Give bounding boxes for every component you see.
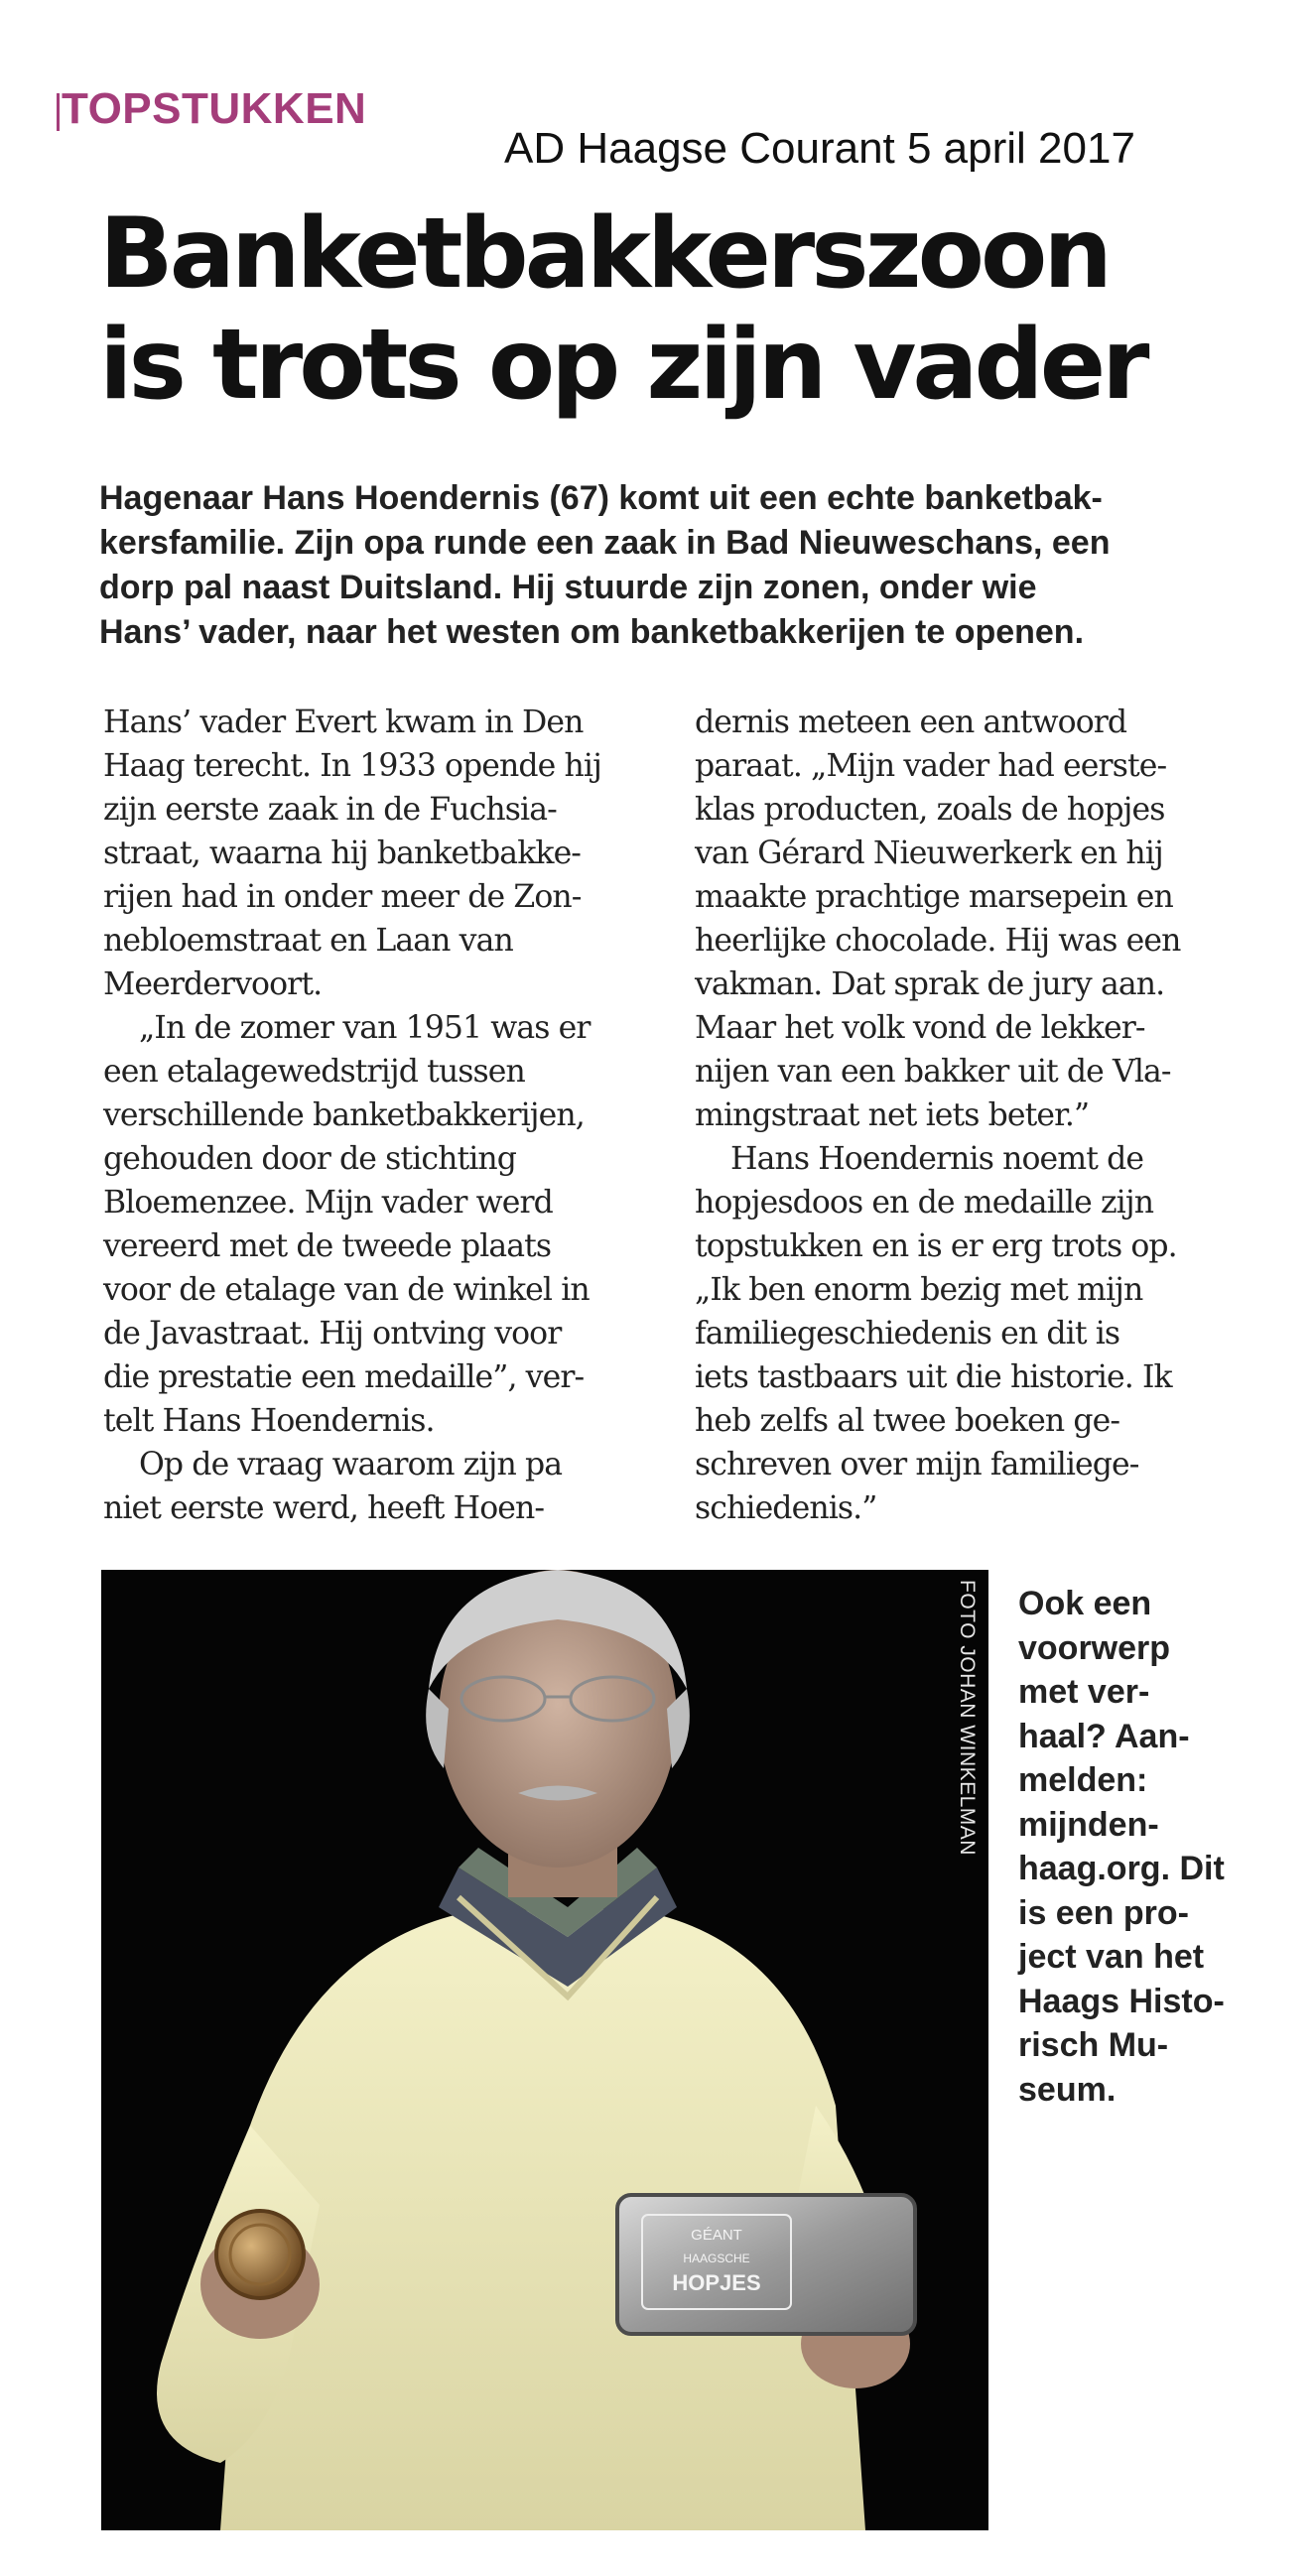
publication-source: AD Haagse Courant 5 april 2017 [504,124,1135,173]
portrait-illustration [101,1570,988,2530]
article-column-1 [103,701,659,1530]
body-line: topstukken en is er erg trots op. [695,1228,1177,1264]
sidebar-line: ject van het [1018,1938,1205,1976]
sidebar-line: Haags Histo- [1018,1982,1225,2020]
article-headline [99,198,1290,421]
body-line: Maar het volk vond de lekker- [695,1010,1145,1046]
rubric-marker [57,93,60,131]
lead-line: Hagenaar Hans Hoendernis (67) komt uit een echte banketbak- [99,479,1103,517]
body-line: een etalagewedstrijd tussen [103,1054,525,1090]
body-line: zijn eerste zaak in de Fuchsia- [103,792,557,828]
sidebar-line: melden: [1018,1761,1148,1799]
tin-label-2: HAAGSCHE [683,2252,750,2265]
body-line: nijen van een bakker uit de Vla- [695,1054,1171,1090]
sidebar-line: risch Mu- [1018,2026,1169,2064]
body-line: iets tastbaars uit die historie. Ik [695,1359,1172,1395]
photo-credit: FOTO JOHAN WINKELMAN [956,1580,979,1856]
body-line: telt Hans Hoendernis. [103,1403,435,1439]
tin-label-1: GÉANT [691,2227,742,2244]
body-line: nebloemstraat en Laan van [103,923,513,959]
body-line: niet eerste werd, heeft Hoen- [103,1490,545,1526]
sidebar-line: met ver- [1018,1673,1150,1711]
headline-line: is trots op zijn vader [99,309,1146,422]
body-line: „Ik ben enorm bezig met mijn [695,1272,1143,1308]
sidebar-line: Ook een [1018,1585,1152,1622]
body-line: mingstraat net iets beter.” [695,1097,1090,1133]
body-line: heb zelfs al twee boeken ge- [695,1403,1120,1439]
body-line: Meerdervoort. [103,966,323,1002]
body-line: hopjesdoos en de medaille zijn [695,1185,1154,1221]
article-column-2 [695,701,1250,1530]
lead-line: kersfamilie. Zijn opa runde een zaak in Bad Nieuweschans, een [99,524,1111,562]
article-photo [101,1570,988,2530]
body-line: straat, waarna hij banketbakke- [103,836,582,871]
article-lead [99,476,1250,655]
body-line: die prestatie een medaille”, ver- [103,1359,585,1395]
tin-label-3: HOPJES [672,2270,761,2295]
sidebar-line: haag.org. Dit [1018,1850,1225,1887]
headline-line: Banketbakkerszoon [99,197,1110,311]
sidebar-line: voorwerp [1018,1628,1171,1667]
sidebar-line: mijnden- [1018,1805,1159,1844]
hopjes-tin-icon [617,2195,915,2334]
lead-line: Hans’ vader, naar het westen om banketbakkerijen te openen. [99,613,1085,651]
body-line: maakte prachtige marsepein en [695,879,1173,915]
body-line: gehouden door de stichting [103,1141,517,1177]
sidebar-callout [1018,1582,1286,2112]
body-line: Hans’ vader Evert kwam in Den [103,705,584,740]
body-line: Haag terecht. In 1933 opende hij [103,748,601,784]
body-line: de Javastraat. Hij ontving voor [103,1316,562,1352]
body-line: van Gérard Nieuwerkerk en hij [695,836,1163,871]
body-line: vakman. Dat sprak de jury aan. [695,966,1165,1002]
sidebar-line: seum. [1018,2070,1117,2109]
body-line: Hans Hoendernis noemt de [730,1141,1144,1177]
body-line: Op de vraag waarom zijn pa [139,1447,563,1482]
body-line: schreven over mijn familiege- [695,1447,1139,1482]
sidebar-line: haal? Aan- [1018,1717,1190,1755]
body-line: vereerd met de tweede plaats [103,1228,552,1264]
body-line: Bloemenzee. Mijn vader werd [103,1185,553,1221]
body-line: familiegeschiedenis en dit is [695,1316,1120,1352]
body-line: „In de zomer van 1951 was er [139,1010,591,1046]
body-line: voor de etalage van de winkel in [103,1272,590,1308]
body-line: paraat. „Mijn vader had eerste- [695,748,1167,784]
section-rubric: TOPSTUKKEN [62,84,367,133]
body-line: heerlijke chocolade. Hij was een [695,923,1181,959]
body-line: dernis meteen een antwoord [695,705,1127,740]
sidebar-line: is een pro- [1018,1893,1189,1932]
body-line: klas producten, zoals de hopjes [695,792,1165,828]
body-line: schiedenis.” [695,1490,877,1526]
body-line: rijen had in onder meer de Zon- [103,879,582,915]
lead-line: dorp pal naast Duitsland. Hij stuurde zijn zonen, onder wie [99,569,1037,606]
body-line: verschillende banketbakkerijen, [103,1097,585,1133]
